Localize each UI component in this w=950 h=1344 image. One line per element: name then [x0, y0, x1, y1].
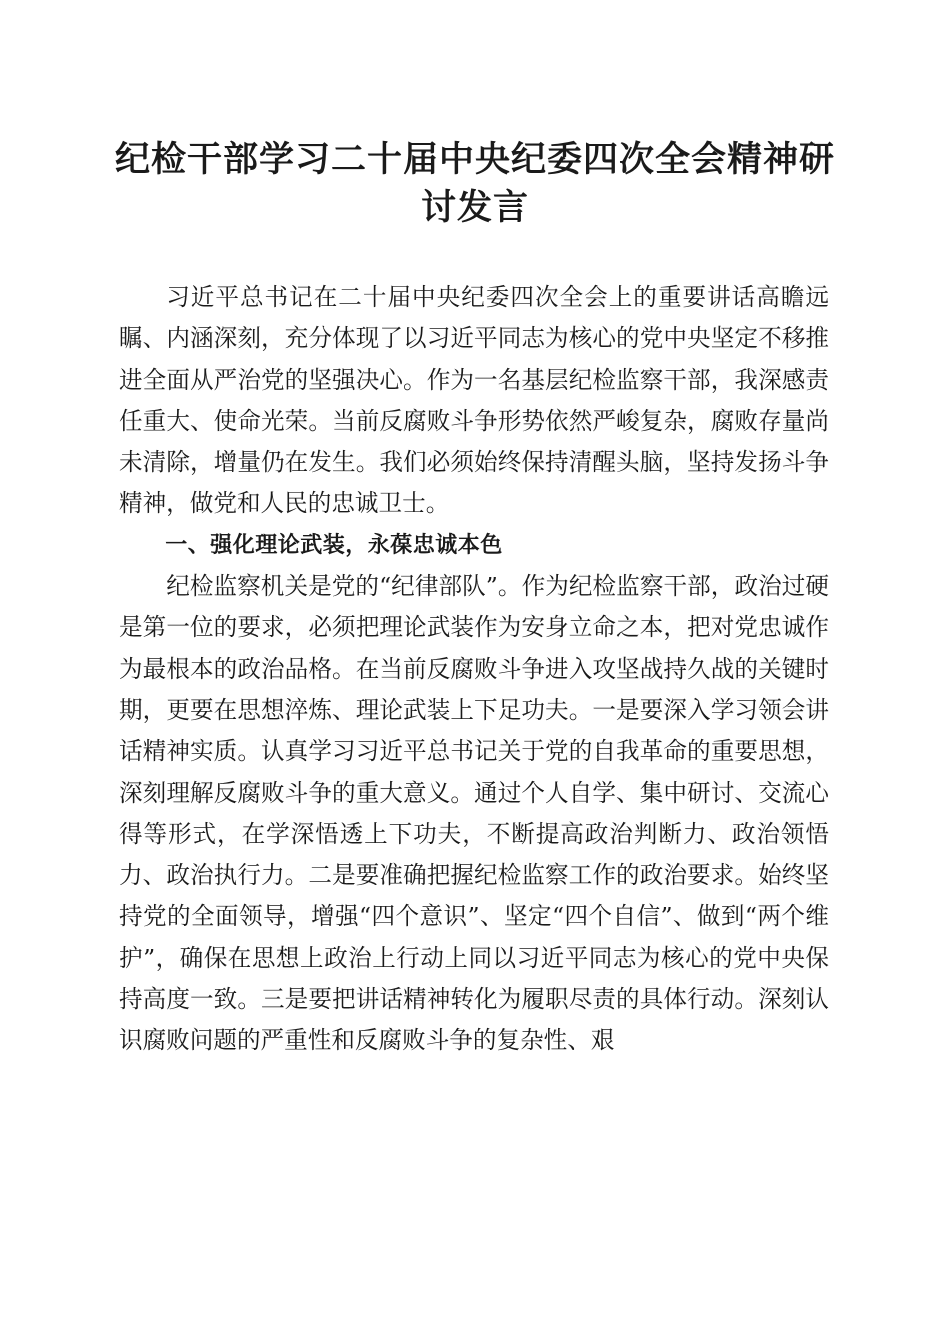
document-title: 纪检干部学习二十届中央纪委四次全会精神研讨发言 — [114, 139, 835, 228]
section-heading: 一、强化理论武装，永葆忠诚本色 — [165, 532, 503, 558]
intro-paragraph: 习近平总书记在二十届中央纪委四次全会上的重要讲话高瞻远瞩、内涵深刻，充分体现了以习近平同志为核心的党中央坚定不移推进全面从严治党的坚强决心。作为一名基层纪检监察干部，我深感责任重大、使命光荣。当前反腐败斗争形势依然严峻复杂，腐败存量尚未清除，增量仍在发生。我们必须始终保持清醒头脑，坚持发扬斗争精神，做党和人民的忠诚卫士。 — [119, 283, 829, 518]
document-body — [119, 277, 829, 1062]
section-paragraph: 纪检监察机关是党的“纪律部队”。作为纪检监察干部，政治过硬是第一位的要求，必须把理论武装作为安身立命之本，把对党忠诚作为最根本的政治品格。在当前反腐败斗争进入攻坚战持久战的关键时期，更要在思想淬炼、理论武装上下足功夫。一是要深入学习领会讲话精神实质。认真学习习近平总书记关于党的自我革命的重要思想，深刻理解反腐败斗争的重大意义。通过个人自学、集中研讨、交流心得等形式，在学深悟透上下功夫，不断提高政治判断力、政治领悟力、政治执行力。二是要准确把握纪检监察工作的政治要求。始终坚持党的全面领导，增强“四个意识”、坚定“四个自信”、做到“两个维护”，确保在思想上政治上行动上同以习近平同志为核心的党中央保持高度一致。三是要把讲话精神转化为履职尽责的具体行动。深刻认识腐败问题的严重性和反腐败斗争的复杂性、艰 — [119, 572, 829, 1055]
